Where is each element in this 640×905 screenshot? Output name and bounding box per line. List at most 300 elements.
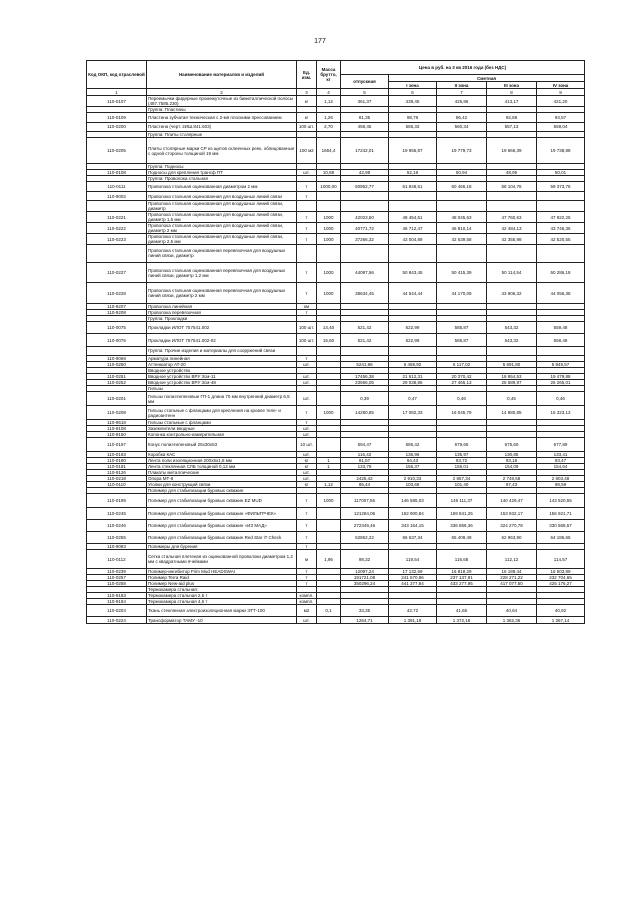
row-price-release: 2425,42	[341, 475, 389, 481]
row-price-zone4: 94,57	[537, 113, 585, 123]
table-row	[87, 550, 585, 569]
row-code: 110-0227	[87, 262, 147, 283]
row-name: Группа: Пластины	[147, 107, 297, 113]
idx-cell: 3	[297, 89, 317, 96]
table-row	[87, 191, 585, 201]
row-mass: 10,88	[317, 170, 341, 176]
row-unit: т	[297, 406, 317, 420]
row-price-zone2: 585,87	[437, 334, 487, 346]
row-mass: 1654,4	[317, 138, 341, 164]
row-mass: 1	[317, 463, 341, 469]
row-price-zone2: 101,40	[437, 481, 487, 487]
row-price-zone4: 559,48	[537, 322, 585, 334]
row-price-zone3: 154,09	[487, 463, 537, 469]
row-name: Лента стеклянная СЛБ толщиной 0,12 мм	[147, 463, 297, 469]
table-row	[87, 406, 585, 420]
row-price-zone2: 155,01	[437, 463, 487, 469]
row-price-zone4: 43 746,36	[537, 223, 585, 234]
row-code: 110-0250	[87, 362, 147, 368]
row-mass: 1000	[317, 493, 341, 507]
row-price-zone2: 60 466,18	[437, 182, 487, 192]
row-code: 110-0221	[87, 212, 147, 223]
row-mass: 1,12	[317, 96, 341, 107]
row-code: 110-0223	[87, 234, 147, 245]
row-name: Проволока стальная оцинкованная для воздушных линий связи, диаметр	[147, 201, 297, 212]
table-row	[87, 493, 585, 507]
table-row	[87, 507, 585, 519]
row-unit: кг	[297, 463, 317, 469]
row-code: 110-0201	[87, 392, 147, 406]
row-price-zone2: 0,46	[437, 392, 487, 406]
row-code: 110-9184	[87, 599, 147, 605]
row-price-zone3: 18 954,53	[487, 374, 537, 380]
row-name: Группа: Прокладки	[147, 316, 297, 322]
row-price-release: 81,57	[341, 457, 389, 463]
row-code: 110-0112	[87, 550, 147, 569]
row-price-zone4: 50 286,18	[537, 262, 585, 283]
row-price-zone3: 58 104,76	[487, 182, 537, 192]
row-mass: 0,1	[317, 605, 341, 617]
row-price-zone3: 47 760,63	[487, 212, 537, 223]
row-price-zone1: 6 459,92	[389, 362, 437, 368]
row-name: Термокамера стальная 4,6 т	[147, 599, 297, 605]
row-price-zone4: 143 520,55	[537, 493, 585, 507]
row-price-zone2: 16 818,29	[437, 569, 487, 575]
row-price-zone1: 1 391,18	[389, 617, 437, 623]
row-mass: 1000	[317, 234, 341, 245]
row-price-zone1: 0,47	[389, 392, 437, 406]
row-price-release: 1264,71	[341, 617, 389, 623]
row-unit: шт.	[297, 380, 317, 386]
row-name: Полимер для стабилизации буровых скважин EZ MUD	[147, 493, 297, 507]
row-name: Подносы для крепления трансф ПТ	[147, 170, 297, 176]
row-price-zone4: 2 803,48	[537, 475, 585, 481]
header-zone1: I зона	[389, 82, 437, 89]
row-price-zone4: 154,64	[537, 463, 585, 469]
row-price-release: 521,42	[341, 334, 389, 346]
row-price-zone3: 97,43	[487, 481, 537, 487]
row-mass	[317, 617, 341, 623]
row-unit: кг	[297, 96, 317, 107]
row-code: 110-0246	[87, 519, 147, 531]
row-code: 110-0218	[87, 475, 147, 481]
header-zone3: III зона	[487, 82, 537, 89]
row-price-release: 50952,77	[341, 182, 389, 192]
row-unit: м2	[297, 605, 317, 617]
row-price-zone2: 20 370,42	[437, 374, 487, 380]
row-price-release: 121284,06	[341, 507, 389, 519]
row-price-release: 98,32	[341, 550, 389, 569]
row-price-zone3: 93,18	[487, 457, 537, 463]
table-row	[87, 212, 585, 223]
row-unit: т	[297, 575, 317, 581]
row-unit: шт.	[297, 426, 317, 432]
row-name: Полимер Terra Raid	[147, 575, 297, 581]
row-name: Группа: Прочие изделия и материалы для сооружений связи	[147, 346, 297, 356]
row-code: 110-9518	[87, 420, 147, 426]
idx-cell: 9	[537, 89, 585, 96]
row-code: 110-0258	[87, 581, 147, 587]
row-name: Гильзы стальные с фланцами для крепления на кровле теле- и радиоантенн	[147, 406, 297, 420]
row-name: Гильзы	[147, 386, 297, 392]
row-price-zone4: 26 265,01	[537, 380, 585, 386]
row-name: Плиты столярные марки СР из щитов склеенных реек, облицованные с одной стороны толщиной 19 мм	[147, 138, 297, 164]
table-row	[87, 392, 585, 406]
row-price-release: 85,44	[341, 481, 389, 487]
row-unit: компл.	[297, 593, 317, 599]
row-unit: шт.	[297, 475, 317, 481]
row-price-release: 594,47	[341, 438, 389, 452]
idx-cell: 7	[437, 89, 487, 96]
row-price-zone2: 585,87	[437, 322, 487, 334]
row-price-zone3	[487, 201, 537, 212]
row-name: Проволока стальная оцинкованная для воздушных линий связи, диаметр 2,5 мм	[147, 234, 297, 245]
row-name: Проволока стальная оцинкованная перевязочная для воздушных линий связи, диаметр 2 мм	[147, 283, 297, 304]
row-code: 110-9083	[87, 544, 147, 550]
row-code: 110-0075	[87, 322, 147, 334]
table-row	[87, 346, 585, 356]
idx-cell: 5	[341, 89, 389, 96]
row-unit: т	[297, 581, 317, 587]
row-name: Группа: Проволока стальная	[147, 176, 297, 182]
row-price-zone2: 93,72	[437, 457, 487, 463]
row-unit: кг	[297, 481, 317, 487]
row-price-release: 117007,55	[341, 493, 389, 507]
row-price-zone3	[487, 346, 537, 356]
row-price-zone3: 14 880,85	[487, 406, 537, 420]
row-mass: 1,12	[317, 481, 341, 487]
row-unit: 100 шт.	[297, 334, 317, 346]
header-zone2: II зона	[437, 82, 487, 89]
row-price-zone2	[437, 191, 487, 201]
row-price-zone3: 324 270,78	[487, 519, 537, 531]
table-row	[87, 605, 585, 617]
row-price-zone1: 44 544,44	[389, 283, 437, 304]
row-unit	[297, 201, 317, 212]
row-price-zone3: 43 906,32	[487, 283, 537, 304]
row-code: 110-0257	[87, 575, 147, 581]
row-price-zone3: 62 963,90	[487, 532, 537, 544]
row-name: Полимер для стабилизации буровых скважин	[147, 487, 297, 493]
row-price-release: 521,42	[341, 322, 389, 334]
row-price-zone2: 46 810,14	[437, 223, 487, 234]
row-price-zone1: 103,68	[389, 481, 437, 487]
row-code: 110-0191	[87, 463, 147, 469]
row-price-release: 0,39	[341, 392, 389, 406]
row-unit: т	[297, 191, 317, 201]
row-price-zone1: 42,72	[389, 605, 437, 617]
row-price-zone4: 156 921,71	[537, 507, 585, 519]
row-price-release: 44097,56	[341, 262, 389, 283]
row-price-zone1: 21 512,31	[389, 374, 437, 380]
row-mass	[317, 438, 341, 452]
row-price-release: 5241,96	[341, 362, 389, 368]
row-mass: 1,26	[317, 113, 341, 123]
row-mass: 15,60	[317, 334, 341, 346]
row-code: 110-9207	[87, 304, 147, 310]
page-number: 177	[314, 38, 326, 45]
row-price-zone1: 29 038,86	[389, 380, 437, 386]
idx-cell: 2	[147, 89, 297, 96]
header-price-title: Цена в руб. на 3 кв 2016 года (без НДС)	[341, 61, 585, 75]
row-mass: 1000	[317, 262, 341, 283]
row-code: 110-0204	[87, 605, 147, 617]
row-price-zone2: 50,94	[437, 170, 487, 176]
row-code: 110-0193	[87, 451, 147, 457]
row-price-zone3: 19 666,39	[487, 138, 537, 164]
row-unit: кг	[297, 113, 317, 123]
row-price-zone4: 93,47	[537, 457, 585, 463]
row-name: Группа: Плиты столярные	[147, 132, 297, 138]
row-price-zone4	[537, 245, 585, 262]
row-price-zone1: 622,99	[389, 322, 437, 334]
table-row	[87, 617, 585, 623]
row-mass	[317, 532, 341, 544]
row-price-zone1: 439,45	[389, 96, 437, 107]
row-price-release: 133,79	[341, 463, 389, 469]
row-price-release	[341, 201, 389, 212]
row-price-zone4: 114,57	[537, 550, 585, 569]
row-name: Заземлители вводные	[147, 426, 297, 432]
row-code	[87, 201, 147, 212]
row-code: 110-0239	[87, 569, 147, 575]
row-price-zone1: 66 637,34	[389, 532, 437, 544]
row-price-zone4: 421,20	[537, 96, 585, 107]
row-mass	[317, 245, 341, 262]
row-mass: 1000,00	[317, 182, 341, 192]
row-unit: т	[297, 212, 317, 223]
row-price-zone1: 94,43	[389, 457, 437, 463]
row-code	[87, 245, 147, 262]
row-code: 110-0076	[87, 334, 147, 346]
row-unit: шт.	[297, 617, 317, 623]
table-row	[87, 322, 585, 334]
row-unit: м	[297, 550, 317, 569]
row-price-zone2: 96,42	[437, 113, 487, 123]
row-price-zone3: 228 271,22	[487, 575, 537, 581]
row-name: Ткань стеклянная электроизоляционная марки ЭТТ-100	[147, 605, 297, 617]
row-price-zone4	[537, 191, 585, 201]
row-price-zone4: 19 738,88	[537, 138, 585, 164]
row-price-zone1: 343 164,15	[389, 519, 437, 531]
row-code: 110-0255	[87, 532, 147, 544]
row-price-zone4: 559,04	[537, 122, 585, 132]
row-price-zone2: 41,66	[437, 605, 487, 617]
row-price-zone1: 43 004,89	[389, 234, 437, 245]
row-unit: т	[297, 356, 317, 362]
row-price-zone4	[537, 201, 585, 212]
row-price-zone2	[437, 201, 487, 212]
row-price-zone1: 162 900,84	[389, 507, 437, 519]
row-name: Проволока стальная оцинкованная перевязочная для воздушных линий связи, диаметр 1,2 мм	[147, 262, 297, 283]
row-unit	[297, 346, 317, 356]
table-row	[87, 234, 585, 245]
row-name: Группа: Подносы	[147, 164, 297, 170]
row-name: Переемычки фидерные промежуточные из биметаллической полосы (487.7585.230)	[147, 96, 297, 107]
row-price-zone4: 44 056,38	[537, 283, 585, 304]
table-row	[87, 96, 585, 107]
row-price-zone1	[389, 191, 437, 201]
row-price-zone2: 27 465,13	[437, 380, 487, 386]
row-price-zone2: 50 415,39	[437, 262, 487, 283]
row-name: Проволока стальная оцинкованная диаметром 2 мм	[147, 182, 297, 192]
row-price-zone4: 133,41	[537, 451, 585, 457]
row-unit: 100 м2	[297, 138, 317, 164]
row-price-zone1: 50 843,45	[389, 262, 437, 283]
row-price-zone1: 98,79	[389, 113, 437, 123]
row-code: 110-0252	[87, 380, 147, 386]
row-price-zone4	[537, 346, 585, 356]
row-price-zone3: 130,85	[487, 451, 537, 457]
row-price-zone4: 59 373,76	[537, 182, 585, 192]
row-name: Прокладки ИЛОТ 757541.002-02	[147, 334, 297, 346]
row-price-release: 12097,24	[341, 569, 389, 575]
row-unit: шт.	[297, 374, 317, 380]
row-unit: шт.	[297, 469, 317, 475]
row-price-zone2	[437, 245, 487, 262]
row-price-zone2: 16 045,79	[437, 406, 487, 420]
row-price-zone1: 61 848,51	[389, 182, 437, 192]
row-price-zone1: 46 712,47	[389, 223, 437, 234]
row-name: Проволока стальная оцинкованная перевязочная для воздушных линий связи, диаметр	[147, 245, 297, 262]
row-price-zone2: 2 857,34	[437, 475, 487, 481]
row-name: Проволока стальная оцинкованная для воздушных линий связи	[147, 191, 297, 201]
row-price-zone3: 153 932,17	[487, 507, 537, 519]
row-name: Вводное устройство ВРУ 3см-11	[147, 374, 297, 380]
row-price-zone3: 48,95	[487, 170, 537, 176]
row-name: Полимер New-aid plus	[147, 581, 297, 587]
row-name: Проволока стальная оцинкованная для воздушных линий связи, диаметр 2 мм	[147, 223, 297, 234]
row-price-zone2: 1 372,18	[437, 617, 487, 623]
row-price-zone1: 565,33	[389, 122, 437, 132]
row-name: Колонка контрольно-измерительная	[147, 432, 297, 438]
row-price-zone1: 17 082,33	[389, 406, 437, 420]
row-price-zone3: 140 429,47	[487, 493, 537, 507]
row-code: 110-0111	[87, 182, 147, 192]
table-row	[87, 113, 585, 123]
row-price-zone1: 2 910,33	[389, 475, 437, 481]
row-price-zone3: 50 114,54	[487, 262, 537, 283]
row-name: Пластина (черт. 2ИШ.841.603)	[147, 122, 297, 132]
row-price-zone2: 44 170,09	[437, 283, 487, 304]
row-name: Вводное устройство	[147, 368, 297, 374]
row-price-zone2: 433 277,95	[437, 581, 487, 587]
row-mass: 2,70	[317, 122, 341, 132]
row-price-zone2: 159 841,25	[437, 507, 487, 519]
row-unit: шт.	[297, 170, 317, 176]
row-price-release: 42023,50	[341, 212, 389, 223]
row-code: 110-9183	[87, 593, 147, 599]
row-name: Арматура линейная	[147, 356, 297, 362]
row-code: 110-0222	[87, 223, 147, 234]
table-row	[87, 122, 585, 132]
row-unit: шт.	[297, 392, 317, 406]
row-unit: т	[297, 262, 317, 283]
row-code: 110-0110	[87, 481, 147, 487]
row-price-zone1: 622,99	[389, 334, 437, 346]
row-price-zone3: 16 189,44	[487, 569, 537, 575]
row-price-release: 272349,46	[341, 519, 389, 531]
row-price-zone2: 560,34	[437, 122, 487, 132]
header-name: Наименование материалов и изделий	[147, 61, 297, 89]
row-unit: т	[297, 182, 317, 192]
row-code: 110-0205	[87, 138, 147, 164]
row-price-zone1	[389, 201, 437, 212]
row-code: 110-0245	[87, 507, 147, 519]
row-price-release: 40771,72	[341, 223, 389, 234]
row-unit: т	[297, 283, 317, 304]
row-unit: компл.	[297, 599, 317, 605]
row-price-zone3: 2 748,58	[487, 475, 537, 481]
header-estimate: Сметная	[389, 75, 585, 82]
row-price-zone1: 136,96	[389, 451, 437, 457]
row-name: Полимер для стабилизации буровых скважин «ИЗ МАД»	[147, 519, 297, 531]
row-price-zone3: 1 362,36	[487, 617, 537, 623]
row-price-zone3: 557,13	[487, 122, 537, 132]
row-name: Термокамера стальная 2,5 т	[147, 593, 297, 599]
row-price-zone2: 6 117,02	[437, 362, 487, 368]
row-code: 110-0108	[87, 170, 147, 176]
row-price-zone1: 241 570,96	[389, 575, 437, 581]
row-price-zone3	[487, 245, 537, 262]
row-name: Сетка стальная плетеная из оцинкованной проволоки диаметром 1,2 мм с квадратными ячейками	[147, 550, 297, 569]
table-row	[87, 438, 585, 452]
table-row	[87, 182, 585, 192]
row-price-zone3: 92,68	[487, 113, 537, 123]
row-unit: т	[297, 223, 317, 234]
row-name: Термокамера стальная:	[147, 587, 297, 593]
row-price-zone1	[389, 346, 437, 356]
row-price-zone3: 5 691,80	[487, 362, 537, 368]
row-unit: 100 шт.	[297, 122, 317, 132]
row-price-zone3: 543,32	[487, 334, 537, 346]
row-price-zone2: 42 639,58	[437, 234, 487, 245]
row-price-zone2: 679,65	[437, 438, 487, 452]
row-mass	[317, 346, 341, 356]
row-price-release: 350296,24	[341, 581, 389, 587]
row-name: Вводное устройство ВРУ 3см-48	[147, 380, 297, 386]
row-unit: т	[297, 544, 317, 550]
row-name: Трансформатор ТАМУ -10	[147, 617, 297, 623]
row-price-zone4: 559,48	[537, 334, 585, 346]
table-row	[87, 201, 585, 212]
row-code: 110-0224	[87, 617, 147, 623]
row-price-release: 81,35	[341, 113, 389, 123]
row-price-release	[341, 191, 389, 201]
row-unit	[297, 245, 317, 262]
row-code: 110-9150	[87, 432, 147, 438]
row-price-zone2: 237 137,91	[437, 575, 487, 581]
row-mass	[317, 507, 341, 519]
row-price-zone4: 40,92	[537, 605, 585, 617]
row-unit: т	[297, 234, 317, 245]
row-price-zone2: 19 779,73	[437, 138, 487, 164]
table-row	[87, 532, 585, 544]
row-name: Полимер-ингибитор Frim Mud HEADSWAI	[147, 569, 297, 575]
row-price-zone3	[487, 191, 537, 201]
row-unit: 100 шт.	[297, 322, 317, 334]
row-price-release: 52862,22	[341, 532, 389, 544]
row-price-release	[341, 346, 389, 356]
row-price-zone2: 65 409,49	[437, 532, 487, 544]
price-table	[86, 60, 585, 624]
row-unit: кг	[297, 457, 317, 463]
row-code: 110-9126	[87, 469, 147, 475]
row-price-zone4: 19 479,88	[537, 374, 585, 380]
row-code: 110-9002	[87, 191, 147, 201]
idx-cell: 1	[87, 89, 147, 96]
row-name: Проволока линейная	[147, 304, 297, 310]
